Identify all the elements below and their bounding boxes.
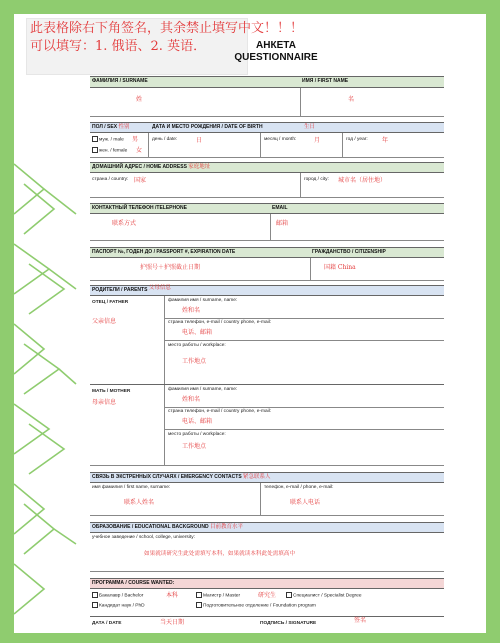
day-label: день / date: [152,137,178,142]
surname-label: ФАМИЛИЯ / SURNAME [92,78,148,84]
sex-label: ПОЛ / SEX [92,124,118,130]
father-hint: 父亲信息 [92,318,117,325]
signature-field[interactable]: 签名 [354,617,367,624]
address-label: ДОМАШНИЙ АДРЕС / HOME ADDRESS [92,164,187,170]
month-label: месяц / month: [264,137,297,142]
emergency-name-field[interactable]: 联系人姓名 [124,499,155,506]
sex-birth-row [90,133,444,158]
birth-hint: 生日 [304,124,316,130]
father-work-field[interactable]: 工作地点 [182,358,207,365]
parents-hint: 父母信息 [148,285,171,291]
education-hint: 目前教育水平 [210,524,244,530]
foundation-option[interactable]: Подготовительное отделение / Foundation program [196,602,316,608]
father-contact-label: страна телефон, e-mail / country phone, e-mail: [168,320,272,325]
phone-label: КОНТАКТНЫЙ ТЕЛЕФОН /TELEPHONE [92,205,187,211]
day-hint[interactable]: 日 [196,137,203,144]
specialist-option[interactable]: Специалист / Specialist Degree [286,592,362,598]
master-option[interactable]: Магистр / Master [196,592,240,598]
phd-option[interactable]: Кандидат наук / PhD [92,602,145,608]
firstname-label: ИМЯ / FIRST NAME [302,78,349,84]
education-header [90,522,444,533]
mother-contact-label: страна телефон, e-mail / country phone, e-mail: [168,409,272,414]
instruction-line-2: 可以填写：1. 俄语、2. 英语． [30,39,207,54]
program-row [90,589,444,613]
mother-label: МАТЬ / MOTHER [92,389,131,394]
mother-contact-field[interactable]: 电话、邮箱 [182,418,213,425]
bachelor-hint: 本科 [166,592,179,599]
male-hint: 男 [132,136,139,143]
country-label: страна / country: [92,177,129,182]
master-checkbox[interactable] [196,592,202,598]
sex-hint: 性别 [118,124,130,130]
sex-birth-header [90,122,444,133]
father-name-label: фамилия имя / surname, name: [168,298,238,303]
contact-row [90,214,444,241]
city-field[interactable]: 城市名（居住地） [338,177,387,184]
year-hint[interactable]: 年 [382,137,389,144]
phd-checkbox[interactable] [92,602,98,608]
year-label: год / year: [346,137,368,142]
female-hint: 女 [136,147,143,154]
address-row [90,173,444,198]
date-field[interactable]: 当天日期 [160,619,185,626]
program-header [90,578,444,589]
education-label: ОБРАЗОВАНИЕ / EDUCATIONAL BACKGROUND [92,524,209,530]
address-header [90,162,444,173]
bachelor-option[interactable]: Бакалавр / Bachelor [92,592,143,598]
email-label: EMAIL [272,205,288,211]
emergency-phone-label: телефон, e-mail / phone, e-mail: [264,485,334,490]
father-block [90,296,444,385]
female-checkbox[interactable] [92,147,98,153]
emergency-label: СВЯЗЬ В ЭКСТРЕННЫХ СЛУЧАЯХ / EMERGENCY CONTACTS [92,474,242,480]
phone-field[interactable]: 联系方式 [112,220,137,227]
surname-field[interactable]: 姓 [136,96,143,103]
emergency-header [90,472,444,483]
master-hint: 研究生 [258,592,277,599]
name-row [90,88,444,117]
father-contact-field[interactable]: 电话、邮箱 [182,329,213,336]
passport-header [90,247,444,258]
father-name-field[interactable]: 姓和名 [182,307,201,314]
mother-work-field[interactable]: 工作地点 [182,443,207,450]
bachelor-checkbox[interactable] [92,592,98,598]
mother-hint: 母亲信息 [92,399,117,406]
father-work-label: место работы / workplace: [168,343,226,348]
month-hint[interactable]: 月 [314,137,321,144]
form-title: АНКЕТА [256,40,296,51]
emergency-row [90,483,444,516]
instruction-line-1: 此表格除右下角签名，其余禁止填写中文！！！ [30,21,304,36]
form-footer [90,616,444,627]
parents-label: РОДИТЕЛИ / PARENTS [92,287,148,293]
country-field[interactable]: 国家 [134,177,147,184]
male-checkbox[interactable] [92,136,98,142]
education-row [90,533,444,572]
father-label: ОТЕЦ / FATHER [92,300,129,305]
address-hint: 家庭地址 [188,164,211,170]
passport-label: ПАСПОРТ №, ГОДЕН ДО / PASSPORT #, EXPIRATION DATE [92,249,236,255]
firstname-field[interactable]: 名 [348,96,355,103]
city-label: город / city: [304,177,329,182]
emergency-phone-field[interactable]: 联系人电话 [290,499,321,506]
citizenship-field[interactable]: 国籍 China [324,264,356,271]
school-field[interactable]: 如果就读研究生此处需填写本科，如果就读本科此处需填高中 [144,551,296,557]
program-label: ПРОГРАММА / COURSE WANTED: [92,580,175,586]
emergency-hint: 紧急联系人 [243,474,271,480]
mother-name-field[interactable]: 姓和名 [182,396,201,403]
signature-label: ПОДПИСЬ / SIGNATURE [260,621,317,626]
male-option[interactable]: муж. / male [92,136,124,142]
passport-row [90,258,444,281]
form-subtitle: QUESTIONNAIRE [234,52,318,63]
female-option[interactable]: жен. / female [92,147,127,153]
questionnaire-form [90,76,444,613]
school-label: учебное заведение / school, college, university: [92,535,195,540]
birth-label: ДАТА И МЕСТО РОЖДЕНИЯ / DATE OF BIRTH [152,124,263,130]
mother-block [90,385,444,466]
form-paper [14,14,486,633]
citizenship-label: ГРАЖДАНСТВО / CITIZENSHIP [312,249,386,255]
form-header [226,40,326,64]
contact-header [90,203,444,214]
mother-work-label: место работы / workplace: [168,432,226,437]
emergency-name-label: имя фамилия / first name, surname: [92,485,171,490]
email-field[interactable]: 邮箱 [276,220,289,227]
name-section-header [90,76,444,88]
foundation-checkbox[interactable] [196,602,202,608]
passport-field[interactable]: 护照号＋护照截止日期 [140,264,201,271]
mother-name-label: фамилия имя / surname, name: [168,387,238,392]
specialist-checkbox[interactable] [286,592,292,598]
date-label: ДАТА / DATE [92,621,122,626]
parents-header [90,285,444,296]
